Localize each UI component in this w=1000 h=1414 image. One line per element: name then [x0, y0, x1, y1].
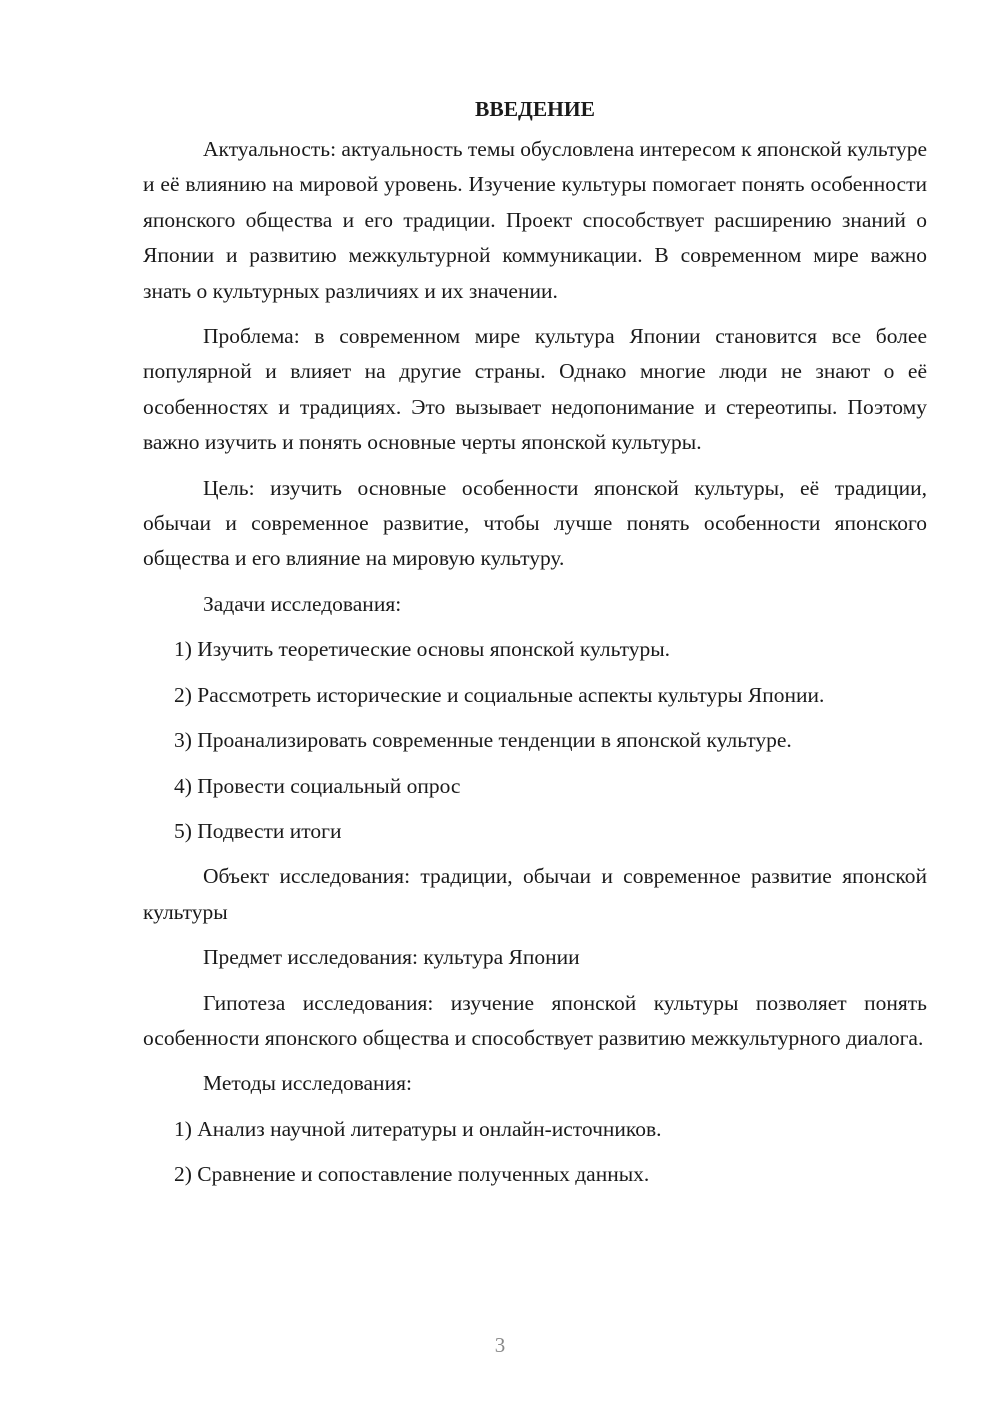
hypothesis-paragraph: Гипотеза исследования: изучение японской культуры позволяет понять особенности японского общества и способствует развитию межкультурного диалога. — [143, 990, 927, 1050]
task-item: 1) Изучить теоретические основы японской культуры. — [174, 637, 671, 662]
subject-paragraph: Предмет исследования: культура Японии — [203, 945, 580, 970]
document-page — [143, 92, 927, 1203]
page-number: 3 — [494, 1333, 506, 1357]
methods-heading: Методы исследования: — [203, 1071, 412, 1096]
task-item: 5) Подвести итоги — [174, 818, 342, 843]
object-paragraph: Объект исследования: традиции, обычаи и современное развитие японской культуры — [143, 864, 927, 924]
section-heading: ВВЕДЕНИЕ — [475, 97, 595, 121]
task-item: 2) Рассмотреть исторические и социальные аспекты культуры Японии. — [174, 682, 825, 707]
relevance-paragraph: Актуальность: актуальность темы обусловлена интересом к японской культуре и её влиянию на мировой уровень. Изучение культуры помогает понять особенности японского общества и его традиции. Проект способствует расширению знаний о Японии и развитию межкультурной коммуникации. В современном мире важно знать о культурных различиях и их значении. — [143, 137, 927, 303]
problem-paragraph: Проблема: в современном мире культура Японии становится все более популярной и влияет на другие страны. Однако многие люди не знают о её особенностях и традициях. Это вызывает недопонимание и стереотипы. Поэтому важно изучить и понять основные черты японской культуры. — [143, 324, 927, 455]
method-item: 1) Анализ научной литературы и онлайн-источников. — [174, 1116, 662, 1141]
method-item: 2) Сравнение и сопоставление полученных данных. — [174, 1162, 650, 1187]
task-item: 4) Провести социальный опрос — [174, 773, 461, 798]
tasks-heading: Задачи исследования: — [203, 591, 402, 616]
goal-paragraph: Цель: изучить основные особенности японской культуры, её традиции, обычаи и современное развитие, чтобы лучше понять особенности японского общества и его влияние на мировую культуру. — [143, 475, 927, 571]
task-item: 3) Проанализировать современные тенденции в японской культуре. — [174, 728, 792, 753]
